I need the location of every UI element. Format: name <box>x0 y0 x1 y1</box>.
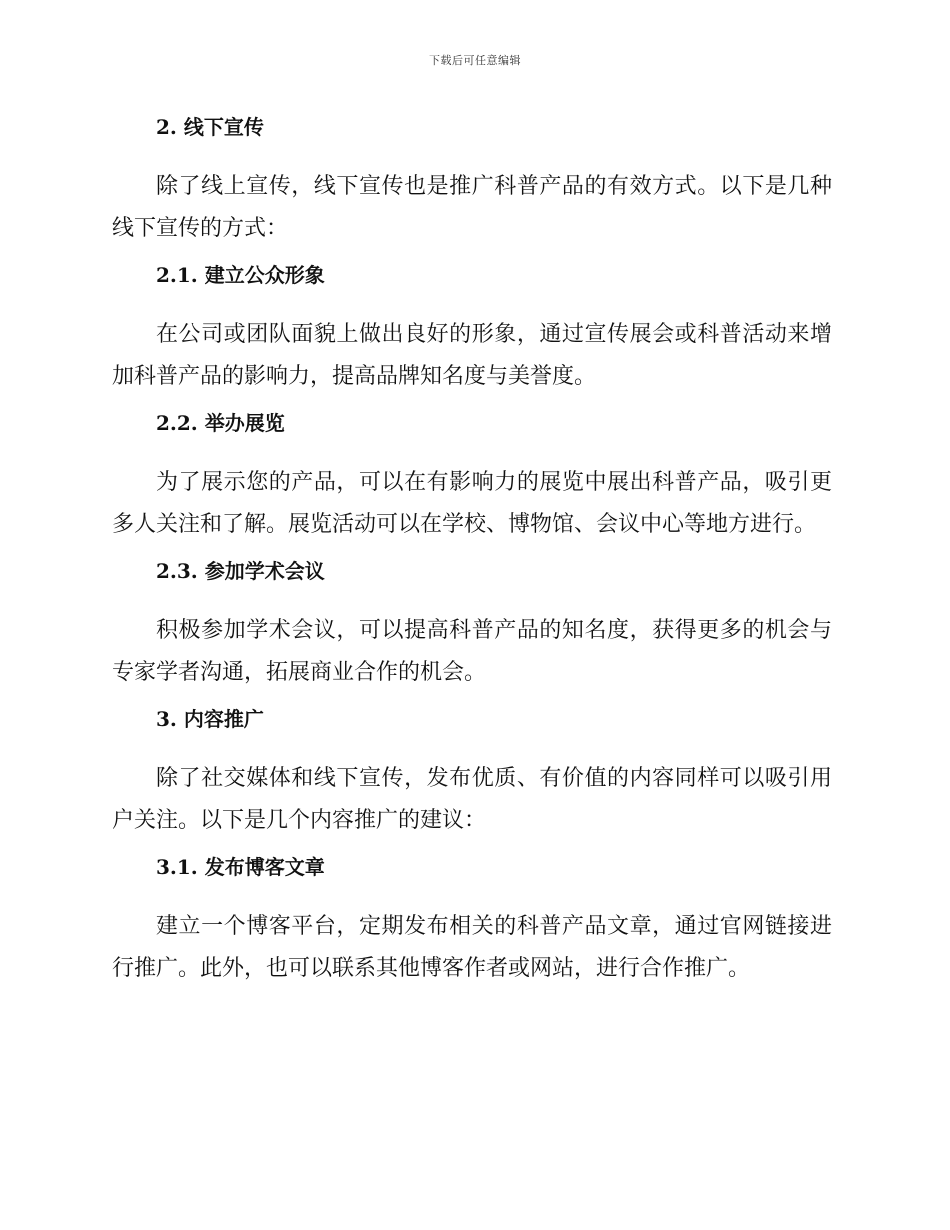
section-heading: 2.1. 建立公众形象 <box>156 263 325 287</box>
section-heading: 3. 内容推广 <box>156 707 264 731</box>
page-header: 下载后可任意编辑 <box>429 54 521 67</box>
section-heading: 3.1. 发布博客文章 <box>156 855 325 879</box>
section-paragraph: 在公司或团队面貌上做出良好的形象，通过宣传展会或科普活动来增加科普产品的影响力，提高品牌知名度与美誉度。 <box>112 322 832 389</box>
section-paragraph: 积极参加学术会议，可以提高科普产品的知名度，获得更多的机会与专家学者沟通，拓展商业合作的机会。 <box>112 618 832 685</box>
section-paragraph: 为了展示您的产品，可以在有影响力的展览中展出科普产品，吸引更多人关注和了解。展览活动可以在学校、博物馆、会议中心等地方进行。 <box>112 470 832 537</box>
document-body <box>112 112 832 990</box>
section-heading: 2.2. 举办展览 <box>156 411 285 435</box>
section-paragraph: 除了社交媒体和线下宣传，发布优质、有价值的内容同样可以吸引用户关注。以下是几个内容推广的建议： <box>112 766 832 833</box>
section-paragraph: 建立一个博客平台，定期发布相关的科普产品文章，通过官网链接进行推广。此外，也可以联系其他博客作者或网站，进行合作推广。 <box>112 914 832 981</box>
section-heading: 2. 线下宣传 <box>156 115 264 139</box>
section-paragraph: 除了线上宣传，线下宣传也是推广科普产品的有效方式。以下是几种线下宣传的方式： <box>112 174 832 241</box>
section-heading: 2.3. 参加学术会议 <box>156 559 325 583</box>
